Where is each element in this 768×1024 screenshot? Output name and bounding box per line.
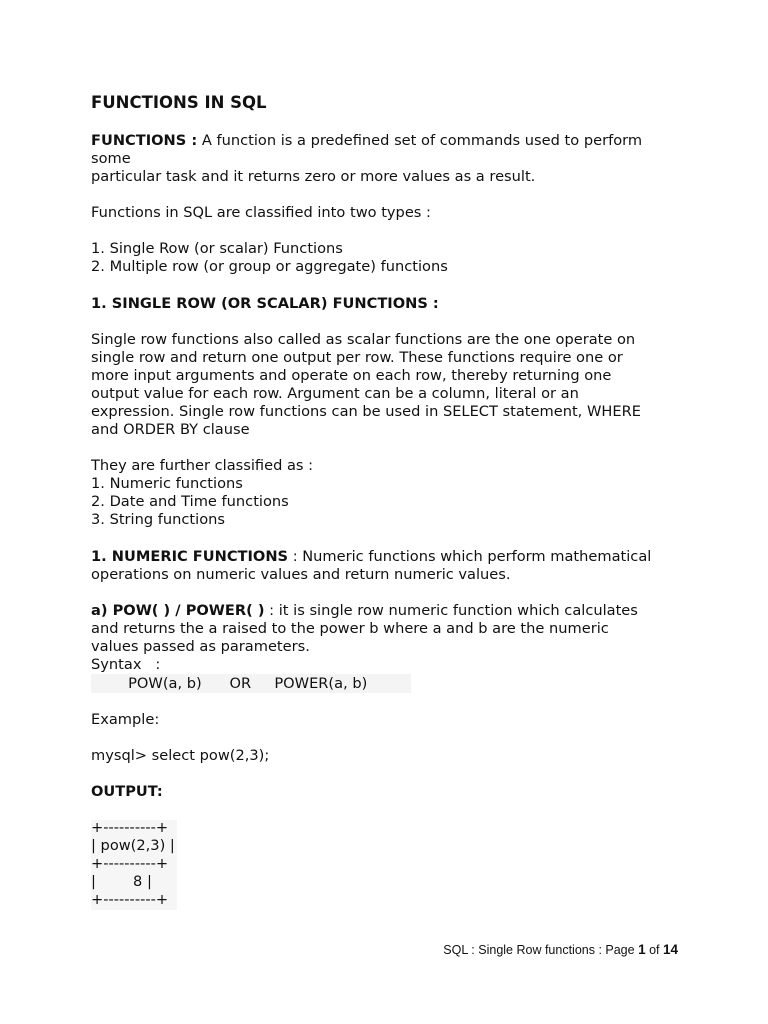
- syntax-label: Syntax :: [91, 656, 161, 673]
- output-table-line-5: +----------+: [91, 891, 169, 908]
- section1-para-line-5: expression. Single row functions can be used in SELECT statement, WHERE: [91, 403, 641, 420]
- intro-text-1: A function is a predefined set of commands used to perform: [197, 132, 643, 149]
- syntax-code: POW(a, b) OR POWER(a, b): [91, 675, 368, 692]
- intro-label: FUNCTIONS :: [91, 132, 198, 149]
- output-label: OUTPUT:: [91, 783, 163, 800]
- section1-para-line-2: single row and return one output per row. These functions require one or: [91, 349, 623, 366]
- pow-line-2: and returns the a raised to the power b where a and b are the numeric: [91, 620, 609, 637]
- output-table-line-3: +----------+: [91, 855, 169, 872]
- page-footer: [443, 942, 678, 958]
- footer-page-total: 14: [662, 942, 678, 957]
- section1-para-line-3: more input arguments and operate on each row, thereby returning one: [91, 367, 612, 384]
- section1-para-line-1: Single row functions also called as scalar functions are the one operate on: [91, 331, 636, 348]
- output-table-line-1: +----------+: [91, 819, 169, 836]
- numeric-line-2: operations on numeric values and return numeric values.: [91, 566, 511, 583]
- footer-page-number: 1: [638, 942, 646, 957]
- pow-line-3: values passed as parameters.: [91, 638, 310, 655]
- intro-line-2: some: [91, 150, 131, 167]
- example-label: Example:: [91, 711, 160, 728]
- numeric-label: 1. NUMERIC FUNCTIONS: [91, 548, 289, 565]
- pow-text-1: : it is single row numeric function which calculates: [264, 602, 638, 619]
- section1-para-line-6: and ORDER BY clause: [91, 421, 250, 438]
- output-table-line-2: | pow(2,3) |: [91, 837, 175, 854]
- intro-line-1: [91, 132, 642, 150]
- subtype-item-2: 2. Date and Time functions: [91, 493, 289, 510]
- section-heading-single-row: 1. SINGLE ROW (OR SCALAR) FUNCTIONS :: [91, 295, 439, 312]
- section1-para-line-4: output value for each row. Argument can be a column, literal or an: [91, 385, 579, 402]
- footer-prefix: SQL : Single Row functions : Page: [443, 943, 639, 957]
- pow-label: a) POW( ) / POWER( ): [91, 602, 265, 619]
- type-item-2: 2. Multiple row (or group or aggregate) functions: [91, 258, 448, 275]
- numeric-text-1: : Numeric functions which perform mathematical: [288, 548, 652, 565]
- classified-text: Functions in SQL are classified into two types :: [91, 204, 431, 221]
- type-item-1: 1. Single Row (or scalar) Functions: [91, 240, 343, 257]
- further-classified-text: They are further classified as :: [91, 457, 314, 474]
- footer-of: of: [645, 943, 663, 957]
- subtype-item-3: 3. String functions: [91, 511, 225, 528]
- subtype-item-1: 1. Numeric functions: [91, 475, 243, 492]
- output-table-line-4: | 8 |: [91, 873, 152, 890]
- pow-line-1: [91, 602, 638, 620]
- numeric-line-1: [91, 548, 651, 566]
- intro-line-3: particular task and it returns zero or more values as a result.: [91, 168, 536, 185]
- sql-query: mysql> select pow(2,3);: [91, 747, 270, 764]
- page-title: FUNCTIONS IN SQL: [91, 93, 267, 112]
